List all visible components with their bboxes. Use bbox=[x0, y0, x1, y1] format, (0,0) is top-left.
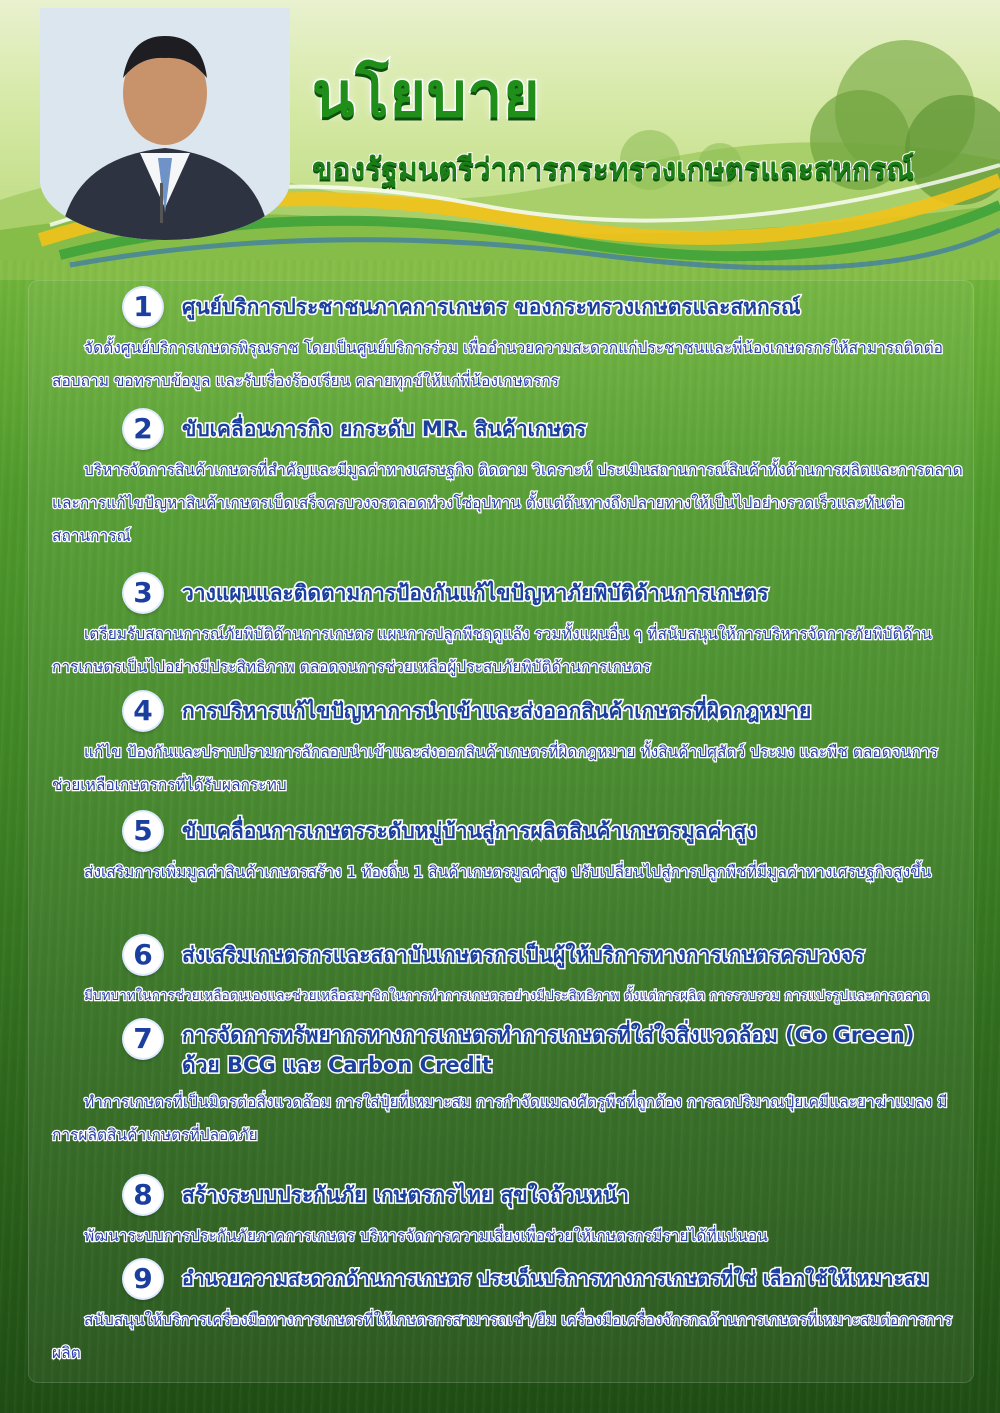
page-title: นโยบาย bbox=[312, 58, 541, 131]
minister-portrait bbox=[40, 8, 290, 240]
policy-heading: อำนวยความสะดวกด้านการเกษตร ประเด็นบริการทางการเกษตรที่ใช่ เลือกใช้ให้เหมาะสม bbox=[182, 1267, 929, 1290]
policy-number-badge: 6 bbox=[124, 936, 162, 974]
policy-item-2 bbox=[52, 410, 964, 553]
policy-heading: ขับเคลื่อนภารกิจ ยกระดับ MR. สินค้าเกษตร bbox=[182, 417, 587, 441]
policy-number-badge: 1 bbox=[124, 288, 162, 326]
policy-item-7 bbox=[52, 1020, 964, 1152]
policy-description: จัดตั้งศูนย์บริการเกษตรพิรุณราช โดยเป็นศูนย์บริการร่วม เพื่ออำนวยความสะดวกแก่ประชาชนและพี่น้องเกษตรกรให้สามารถติดต่อสอบถาม ขอทราบข้อมูล และรับเรื่องร้องเรียน คลายทุกข์ให้แก่พี่น้องเกษตรกร bbox=[52, 339, 943, 390]
policy-item-9 bbox=[52, 1260, 964, 1370]
policy-heading: การบริหารแก้ไขปัญหาการนำเข้าและส่งออกสินค้าเกษตรที่ผิดกฎหมาย bbox=[182, 699, 812, 723]
policy-description: มีบทบาทในการช่วยเหลือตนเองและช่วยเหลือสมาชิกในการทำการเกษตรอย่างมีประสิทธิภาพ ตั้งแต่การผลิต การรวบรวม การแปรรูปและการตลาด bbox=[84, 988, 930, 1004]
policy-number-badge: 5 bbox=[124, 812, 162, 850]
policy-heading: สร้างระบบประกันภัย เกษตรกรไทย สุขใจถ้วนหน้า bbox=[182, 1183, 630, 1207]
policy-item-8 bbox=[52, 1176, 964, 1253]
policy-description: ส่งเสริมการเพิ่มมูลค่าสินค้าเกษตรสร้าง 1 ท้องถิ่น 1 สินค้าเกษตรมูลค่าสูง ปรับเปลี่ยนไปสู่การปลูกพืชที่มีมูลค่าทางเศรษฐกิจสูงขึ้น bbox=[84, 863, 932, 881]
policy-heading: ขับเคลื่อนการเกษตรระดับหมู่บ้านสู่การผลิตสินค้าเกษตรมูลค่าสูง bbox=[182, 819, 757, 843]
policy-description: แก้ไข ป้องกันและปราบปรามการลักลอบนำเข้าและส่งออกสินค้าเกษตรที่ผิดกฎหมาย ทั้งสินค้าปศุสัตว์ ประมง และพืช ตลอดจนการช่วยเหลือเกษตรกรที่ได้รับผลกระทบ bbox=[52, 743, 938, 794]
policy-number-badge: 3 bbox=[124, 574, 162, 612]
policy-number-badge: 7 bbox=[124, 1020, 162, 1058]
policy-item-1 bbox=[52, 288, 964, 398]
policy-heading: ศูนย์บริการประชาชนภาคการเกษตร ของกระทรวงเกษตรและสหกรณ์ bbox=[182, 295, 801, 319]
policy-heading: ส่งเสริมเกษตรกรและสถาบันเกษตรกรเป็นผู้ให้บริการทางการเกษตรครบวงจร bbox=[182, 943, 865, 967]
policy-description: ทำการเกษตรที่เป็นมิตรต่อสิ่งแวดล้อม การใส่ปุ๋ยที่เหมาะสม การกำจัดแมลงศัตรูพืชที่ถูกต้อง การลดปริมาณปุ๋ยเคมีและยาฆ่าแมลง มีการผลิตสินค้าเกษตรที่ปลอดภัย bbox=[52, 1093, 948, 1144]
policy-item-4 bbox=[52, 692, 964, 802]
policy-item-6 bbox=[52, 936, 964, 1013]
policy-description: เตรียมรับสถานการณ์ภัยพิบัติด้านการเกษตร แผนการปลูกพืชฤดูแล้ง รวมทั้งแผนอื่น ๆ ที่สนับสนุนให้การบริหารจัดการภัยพิบัติด้านการเกษตรเป็นไปอย่างมีประสิทธิภาพ ตลอดจนการช่วยเหลือผู้ประสบภัยพิบัติด้านการเกษตร bbox=[52, 625, 932, 676]
policy-item-5 bbox=[52, 812, 964, 889]
policy-heading: วางแผนและติดตามการป้องกันแก้ไขปัญหาภัยพิบัติด้านการเกษตร bbox=[182, 581, 769, 605]
policy-heading: การจัดการทรัพยากรทางการเกษตรทำการเกษตรที่ใส่ใจสิ่งแวดล้อม (Go Green) ด้วย BCG และ Carbon Credit bbox=[182, 1023, 915, 1077]
policy-item-3 bbox=[52, 574, 964, 684]
policy-number-badge: 8 bbox=[124, 1176, 162, 1214]
policy-number-badge: 2 bbox=[124, 410, 162, 448]
policy-number-badge: 4 bbox=[124, 692, 162, 730]
page-subtitle: ของรัฐมนตรีว่าการกระทรวงเกษตรและสหกรณ์ bbox=[312, 152, 915, 187]
policy-description: พัฒนาระบบการประกันภัยภาคการเกษตร บริหารจัดการความเสี่ยงเพื่อช่วยให้เกษตรกรมีรายได้ที่แน่นอน bbox=[84, 1227, 768, 1245]
policy-description: สนับสนุนให้บริการเครื่องมือทางการเกษตรที่ให้เกษตรกรสามารถเช่า/ยืม เครื่องมือเครื่องจักรกลด้านการเกษตรที่เหมาะสมต่อการการผลิต bbox=[52, 1311, 953, 1362]
policy-number-badge: 9 bbox=[124, 1260, 162, 1298]
policy-description: บริหารจัดการสินค้าเกษตรที่สำคัญและมีมูลค่าทางเศรษฐกิจ ติดตาม วิเคราะห์ ประเมินสถานการณ์สินค้าทั้งด้านการผลิตและการตลาด และการแก้ไขปัญหาสินค้าเกษตรเบ็ดเสร็จครบวงจรตลอดห่วงโซ่อุปทาน ตั้งแต่ต้นทางถึงปลายทางให้เป็นไปอย่างรวดเร็วและทันต่อสถานการณ์ bbox=[52, 461, 963, 545]
